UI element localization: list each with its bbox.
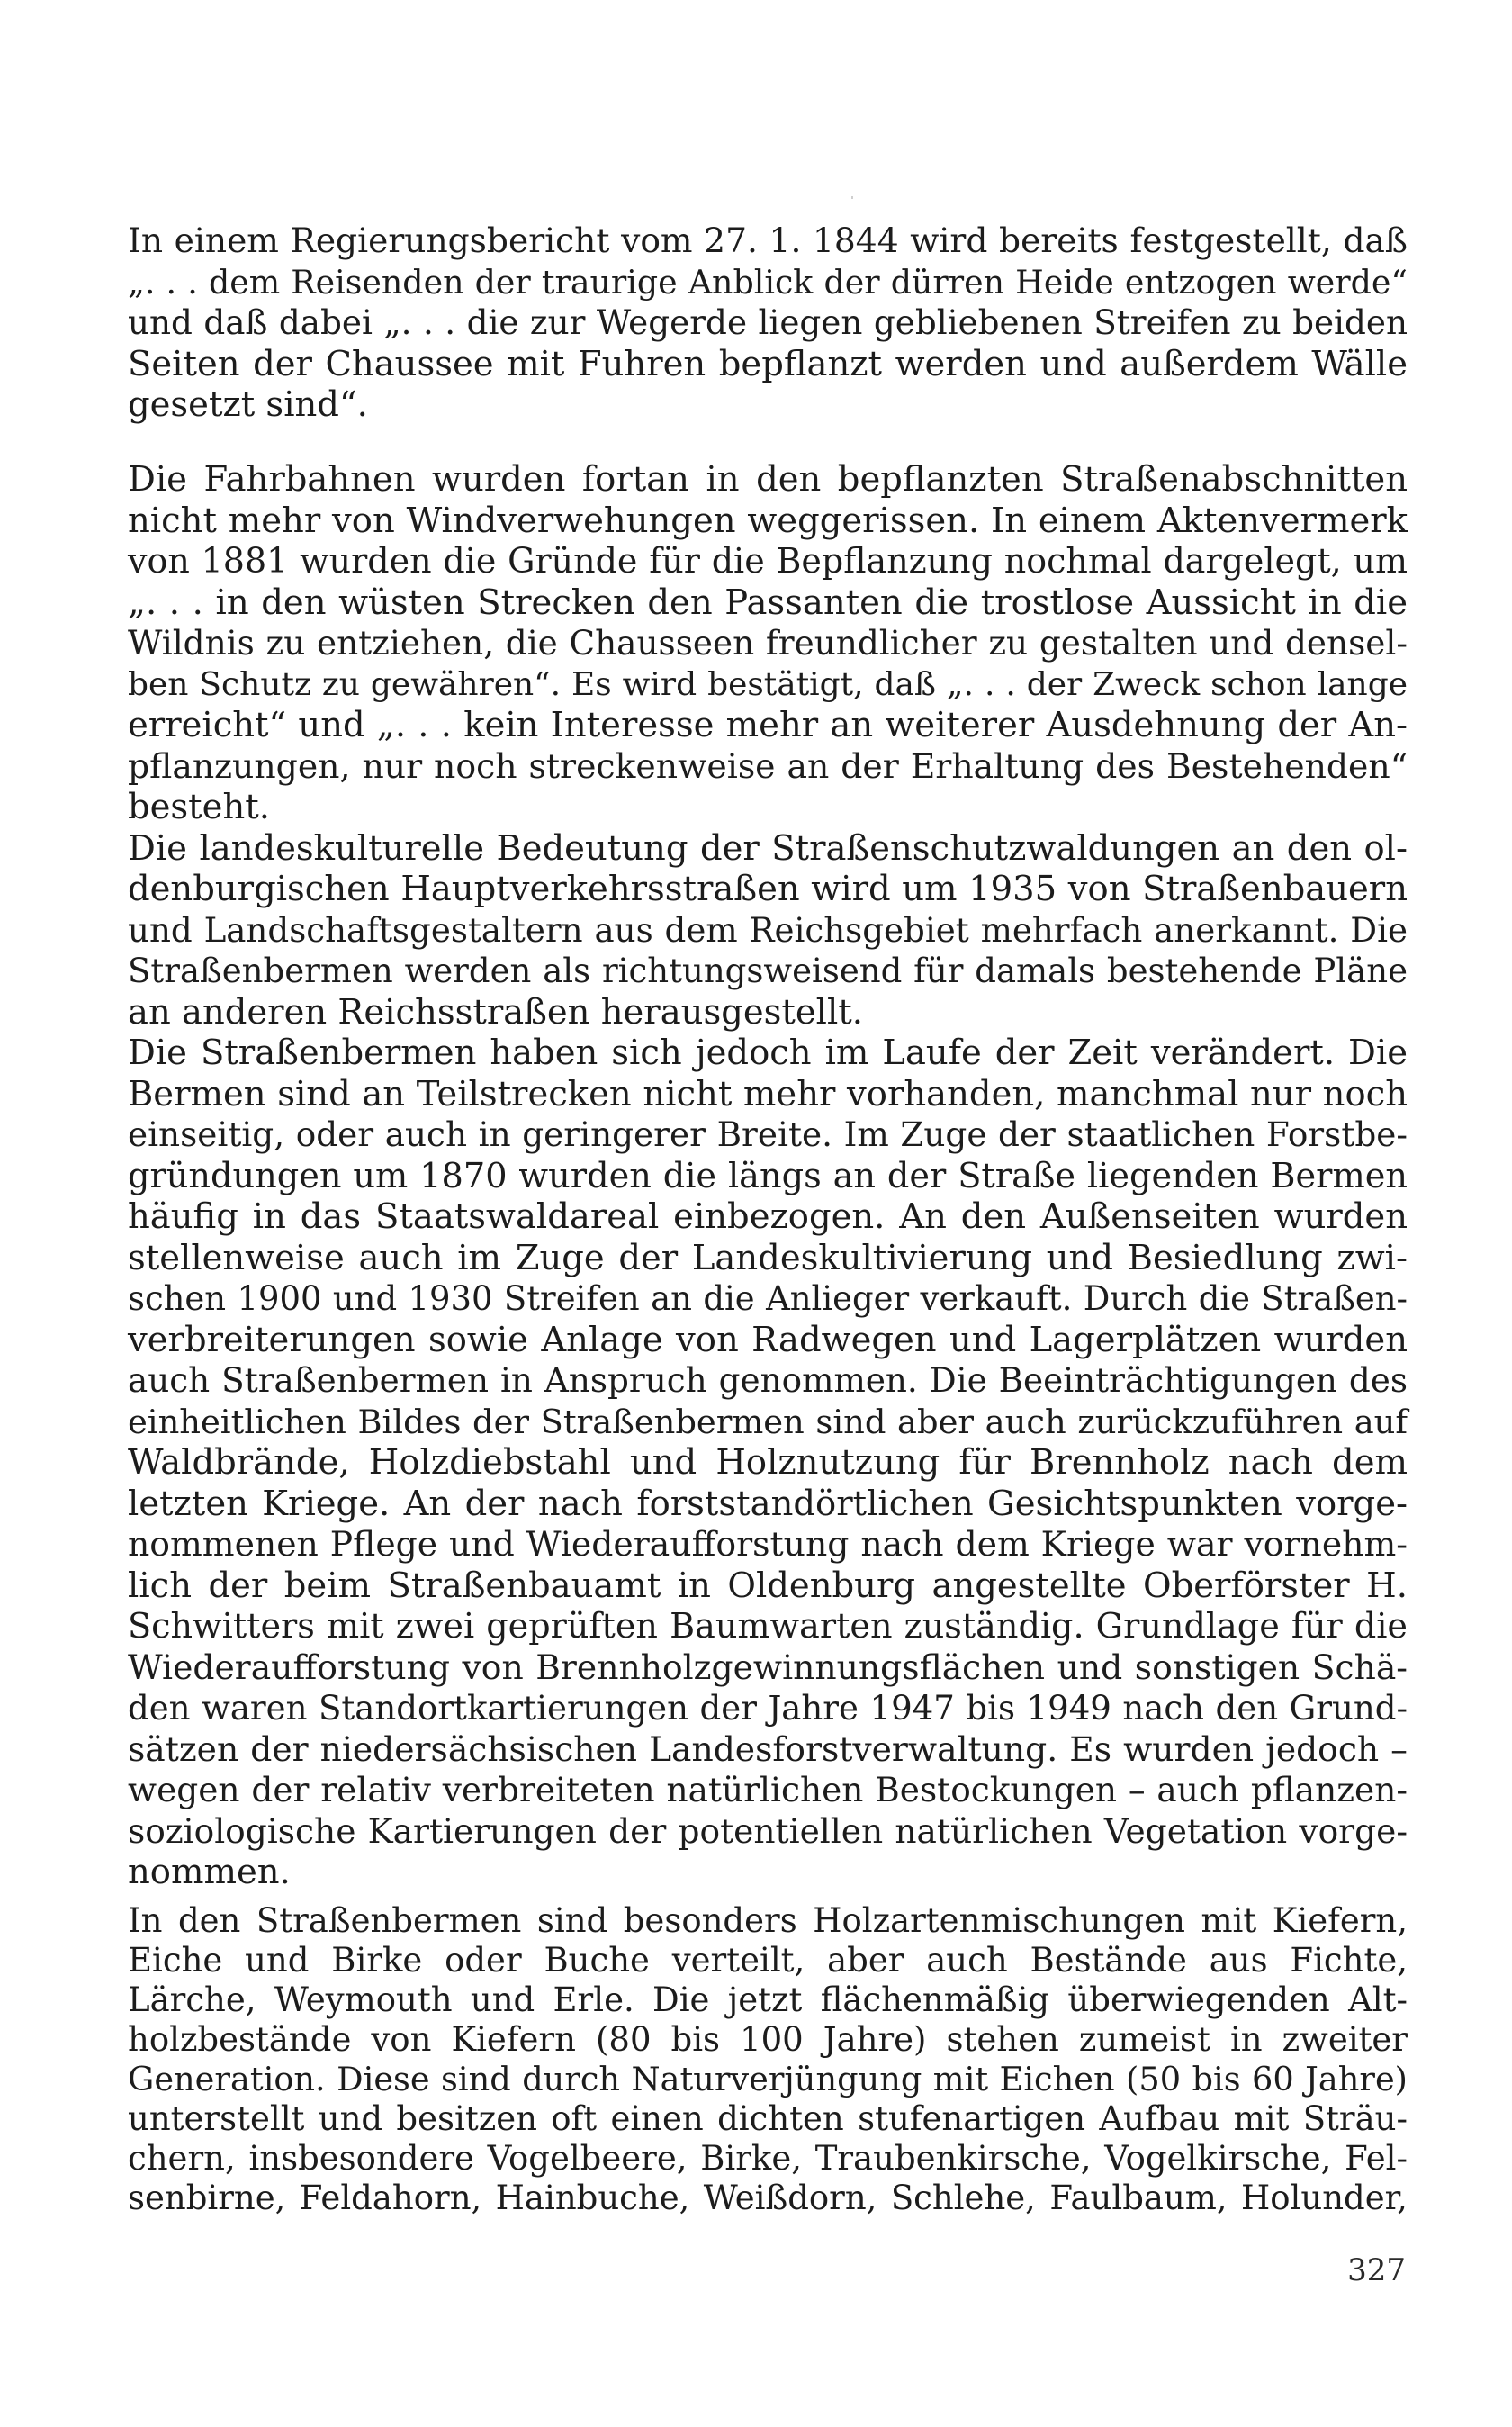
text-line: erreicht“ und „. . . kein Interesse mehr an weiterer Ausdehnung der An- [128,705,1408,745]
text-line: stellenweise auch im Zuge der Landeskultivierung und Besiedlung zwi- [128,1237,1408,1278]
text-line: denburgischen Hauptverkehrsstraßen wird um 1935 von Straßenbauern [128,869,1408,909]
paragraph-3 [128,1901,1408,2218]
text-line: häufig in das Staatswaldareal einbezogen. An den Außenseiten wurden [128,1196,1408,1237]
text-line: sätzen der niedersächsischen Landesforstverwaltung. Es wurden jedoch – [128,1728,1408,1769]
text-line: In den Straßenbermen sind besonders Holzartenmischungen mit Kiefern, [128,1901,1408,1940]
text-line: lich der beim Straßenbauamt in Oldenburg angestellte Oberförster H. [128,1565,1408,1606]
text-line: pflanzungen, nur noch streckenweise an der Erhaltung des Bestehenden“ [128,745,1408,786]
text-line: wegen der relativ verbreiteten natürlichen Bestockungen – auch pflanzen- [128,1770,1408,1809]
text-line: Die Straßenbermen haben sich jedoch im Laufe der Zeit verändert. Die [128,1033,1408,1073]
text-line: letzten Kriege. An der nach forststandörtlichen Gesichtspunkten vorge- [128,1483,1408,1524]
text-line: einheitlichen Bildes der Straßenbermen sind aber auch zurückzuführen auf [128,1402,1408,1441]
text-line: In einem Regierungsbericht vom 27. 1. 1844 wird bereits festgestellt, daß [128,221,1408,260]
text-line: Die Fahrbahnen wurden fortan in den bepflanzten Straßenabschnitten [128,459,1408,500]
text-line: Die landeskulturelle Bedeutung der Straßenschutzwaldungen an den ol- [128,827,1408,869]
text-line: Schwitters mit zwei geprüften Baumwarten zuständig. Grundlage für die [128,1606,1408,1646]
text-line: einseitig, oder auch in geringerer Breite. Im Zuge der staatlichen Forstbe- [128,1114,1408,1154]
paragraph-2 [128,459,1408,1893]
text-line: holzbestände von Kiefern (80 bis 100 Jahre) stehen zumeist in zweiter [128,2020,1408,2059]
text-line: Wiederaufforstung von Brennholzgewinnungsflächen und sonstigen Schä- [128,1647,1408,1687]
text-line: unterstellt und besitzen oft einen dichten stufenartigen Aufbau mit Sträu- [128,2099,1408,2138]
scan-speck [851,196,853,199]
text-line: gesetzt sind“. [128,384,368,425]
text-line: Straßenbermen werden als richtungsweisend für damals bestehende Pläne [128,952,1408,990]
text-line: an anderen Reichsstraßen herausgestellt. [128,991,863,1033]
text-line: ben Schutz zu gewähren“. Es wird bestätigt, daß „. . . der Zweck schon lange [128,665,1408,703]
text-line: Eiche und Birke oder Buche verteilt, aber auch Bestände aus Fichte, [128,1941,1408,1980]
text-line: Generation. Diese sind durch Naturverjüngung mit Eichen (50 bis 60 Jahre) [128,2060,1408,2098]
text-line: von 1881 wurden die Gründe für die Bepflanzung nochmal dargelegt, um [128,541,1408,581]
text-line: soziologische Kartierungen der potentiellen natürlichen Vegetation vorge- [128,1810,1408,1851]
text-line: chern, insbesondere Vogelbeere, Birke, Traubenkirsche, Vogelkirsche, Fel- [128,2139,1408,2178]
text-line: Waldbrände, Holzdiebstahl und Holznutzung für Brennholz nach dem [128,1442,1408,1483]
text-line: nommenen Pflege und Wiederaufforstung nach dem Kriege war vornehm- [128,1524,1408,1564]
text-line: auch Straßenbermen in Anspruch genommen. Die Beeinträchtigungen des [128,1360,1408,1400]
text-line: verbreiterungen sowie Anlage von Radwegen und Lagerplätzen wurden [128,1319,1408,1360]
text-line: nommen. [128,1852,291,1892]
text-line: Lärche, Weymouth und Erle. Die jetzt flächenmäßig überwiegenden Alt- [128,1980,1408,2019]
text-line: gründungen um 1870 wurden die längs an der Straße liegenden Bermen [128,1155,1408,1196]
text-line: schen 1900 und 1930 Streifen an die Anlieger verkauft. Durch die Straßen- [128,1279,1408,1318]
text-line: senbirne, Feldahorn, Hainbuche, Weißdorn, Schlehe, Faulbaum, Holunder, [128,2179,1408,2217]
text-line: und Landschaftsgestaltern aus dem Reichsgebiet mehrfach anerkannt. Die [128,909,1408,950]
text-line: den waren Standortkartierungen der Jahre 1947 bis 1949 nach den Grund- [128,1689,1408,1728]
text-line: besteht. [128,787,270,827]
paragraph-1 [128,221,1408,426]
text-line: und daß dabei „. . . die zur Wegerde liegen gebliebenen Streifen zu beiden [128,302,1408,342]
text-line: Wildnis zu entziehen, die Chausseen freundlicher zu gestalten und densel- [128,623,1408,663]
page-number: 327 [1347,2252,1406,2288]
text-line: „. . . dem Reisenden der traurige Anblick der dürren Heide entzogen werde“ [128,262,1408,302]
text-line: Seiten der Chaussee mit Fuhren bepflanzt werden und außerdem Wälle [128,343,1408,384]
text-line: Bermen sind an Teilstrecken nicht mehr vorhanden, manchmal nur noch [128,1073,1408,1114]
text-line: nicht mehr von Windverwehungen weggerissen. In einem Aktenvermerk [128,500,1408,541]
text-line: „. . . in den wüsten Strecken den Passanten die trostlose Aussicht in die [128,582,1408,623]
